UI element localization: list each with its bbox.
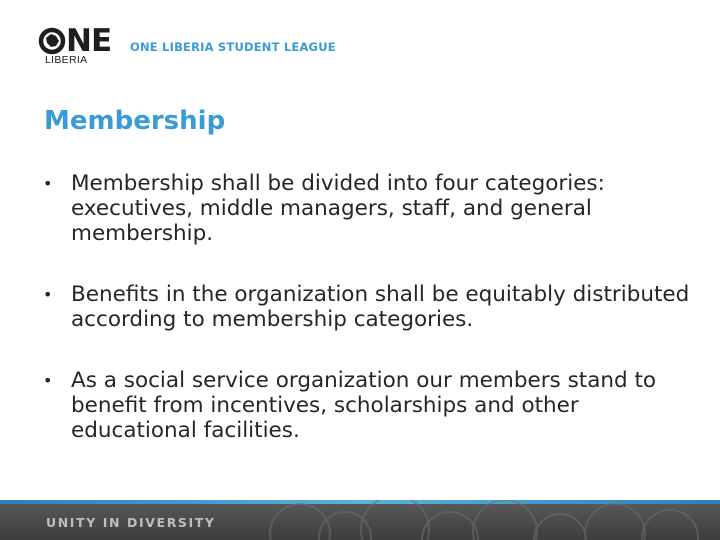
slide-title: Membership (44, 106, 226, 136)
footer-band (0, 500, 720, 540)
map-of-liberia-icon (46, 34, 59, 47)
bullet-dot-icon: • (43, 285, 53, 304)
bullet-item (43, 282, 693, 332)
bullet-text: As a social service organization our members stand to benefit from incentives, scholarships and other educational facilities. (71, 368, 657, 443)
bullet-text: Membership shall be divided into four categories: executives, middle managers, staff, and general membership. (71, 171, 605, 246)
one-liberia-logo (36, 24, 110, 66)
bullet-item (43, 171, 693, 246)
league-title: ONE LIBERIA STUDENT LEAGUE (130, 40, 336, 54)
logo-subtitle: LIBERIA (45, 54, 88, 66)
bullet-dot-icon: • (43, 371, 53, 390)
logo-ring-icon (38, 27, 66, 55)
bullet-item (43, 368, 693, 443)
logo-word: NE (66, 23, 112, 59)
bullet-dot-icon: • (43, 174, 53, 193)
footer-motto: UNITY IN DIVERSITY (46, 515, 216, 530)
bullet-list (43, 171, 693, 479)
bullet-text: Benefits in the organization shall be equitably distributed according to membership categories. (71, 282, 690, 332)
